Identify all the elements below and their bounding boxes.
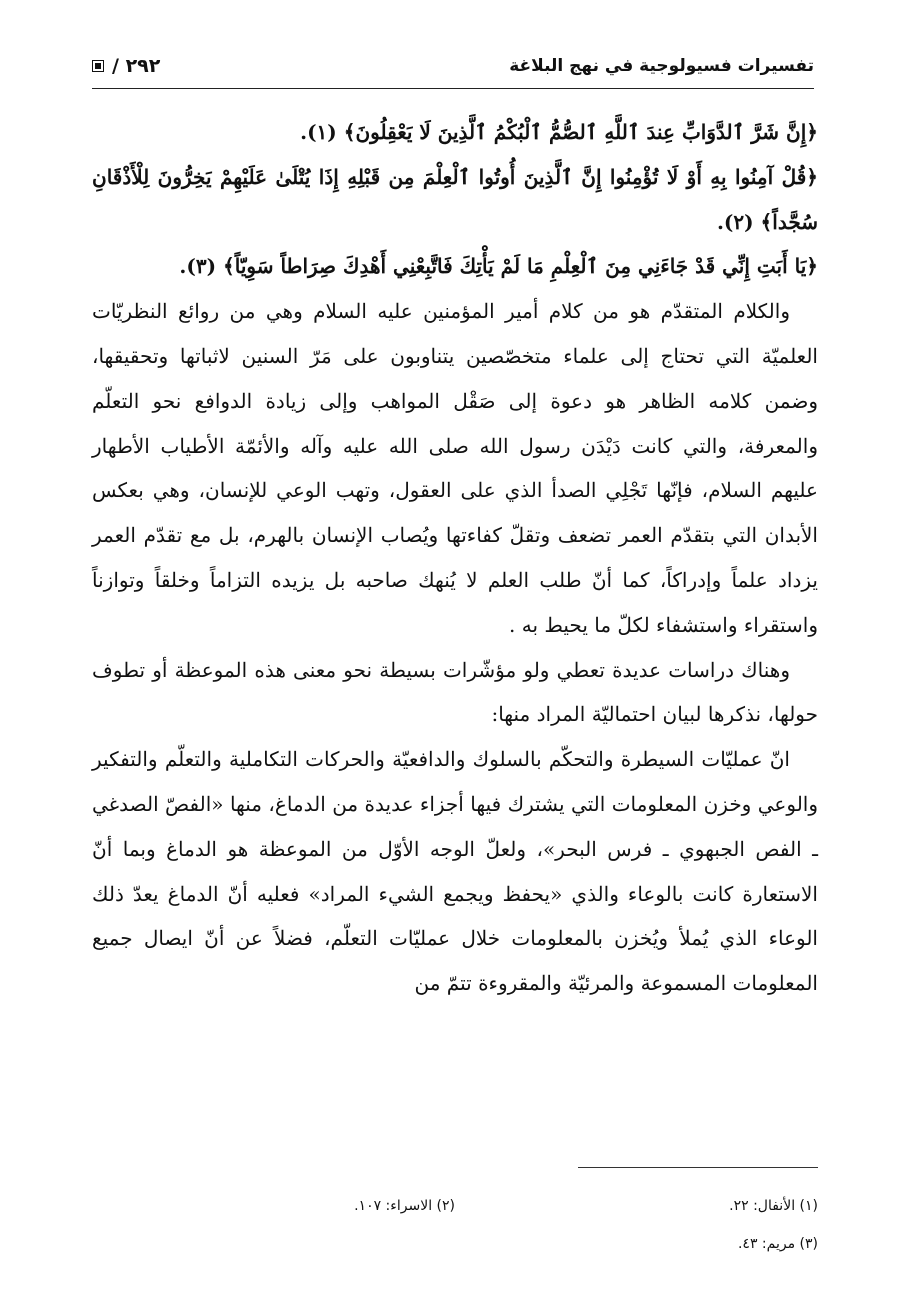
- paragraph-1: والكلام المتقدّم هو من كلام أمير المؤمنين عليه السلام وهي من روائع النظريّات العلميّة التي تحتاج إلى علماء متخصّصين يتناوبون على مَرّ السنين لاثباتها وتحقيقها، وضمن كلامه الظاهر هو دعوة إلى صَقْل المواهب وإلى زيادة الدوافع نحو التعلّم والمعرفة، والتي كانت دَيْدَن رسول الله صلى الله عليه وآله والأئمّة الأطياب الأطهار عليهم السلام، فإنّها تَجْلِي الصدأ الذي على العقول، وتهب الوعي للإنسان، وهي بعكس الأبدان التي بتقدّم العمر تضعف وتقلّ كفاءتها ويُصاب الإنسان بالهرم، بل مع تقدّم العمر يزداد علماً وإدراكاً، كما أنّ طلب العلم لا يُنهك صاحبه بل يزيده التزاماً وخلقاً وتوازناً واستقراء واستشفاء لكلّ ما يحيط به .: [92, 299, 818, 637]
- running-header: [92, 44, 814, 89]
- footnote-3: (٣) مريم: ٤٣.: [737, 1236, 818, 1252]
- paragraph-2: وهناك دراسات عديدة تعطي ولو مؤشّرات بسيطة نحو معنى هذه الموعظة أو تطوف حولها، نذكرها لبيان احتماليّة المراد منها:: [92, 657, 818, 727]
- page-body: [92, 110, 818, 1006]
- verse-3: ﴿يَا أَبَتِ إِنِّي قَدْ جَاءَنِي مِنَ ٱلْعِلْمِ مَا لَمْ يَأْتِكَ فَاتَّبِعْنِي أَهْدِكَ صِرَاطاً سَوِيّاً﴾ (٣).: [179, 254, 818, 279]
- verse-1: ﴿إِنَّ شَرَّ ٱلدَّوَابِّ عِندَ ٱللَّهِ ٱلصُّمُّ ٱلْبُكْمُ ٱلَّذِينَ لَا يَعْقِلُونَ﴾ (١).: [300, 120, 818, 144]
- square-ornament-icon: [92, 60, 104, 72]
- paragraph-3: انّ عمليّات السيطرة والتحكّم بالسلوك والدافعيّة والحركات التكاملية والتعلّم والتفكير والوعي وخزن المعلومات التي يشترك فيها أجزاء عديدة من الدماغ، منها «الفصّ الصدغي ـ الفص الجبهوي ـ فرس البحر»، ولعلّ الوجه الأوّل من الموعظة هو الدماغ وبما أنّ الاستعارة كانت بالوعاء والذي «يحفظ ويجمع الشيء المراد» فعليه أنّ الدماغ يعدّ ذلك الوعاء الذي يُملأ ويُخزن بالمعلومات خلال عمليّات التعلّم، فضلاً عن أنّ ايصال جميع المعلومات المسموعة والمرئيّة والمقروءة تتمّ من: [92, 747, 818, 996]
- footnote-separator: [578, 1167, 818, 1168]
- footnotes: [92, 1187, 818, 1263]
- footnote-row: [92, 1225, 818, 1263]
- footnote-2: (٢) الاسراء: ١٠٧.: [354, 1198, 455, 1214]
- footnote-1: (١) الأنفال: ٢٢.: [729, 1198, 818, 1214]
- page-number: ٢٩٢ /: [112, 55, 161, 77]
- page-number-group: [92, 55, 160, 77]
- footnote-row: [92, 1187, 818, 1225]
- verse-2: ﴿قُلْ آمِنُوا بِهِ أَوْ لَا تُؤْمِنُوا إِنَّ ٱلَّذِينَ أُوتُوا ٱلْعِلْمَ مِن قَبْلِهِ إِذَا يُتْلَىٰ عَلَيْهِمْ يَخِرُّونَ لِلْأَذْقَانِ سُجَّداً﴾ (٢).: [92, 164, 818, 234]
- book-title: تفسيرات فسيولوجية في نهج البلاغة: [509, 56, 814, 76]
